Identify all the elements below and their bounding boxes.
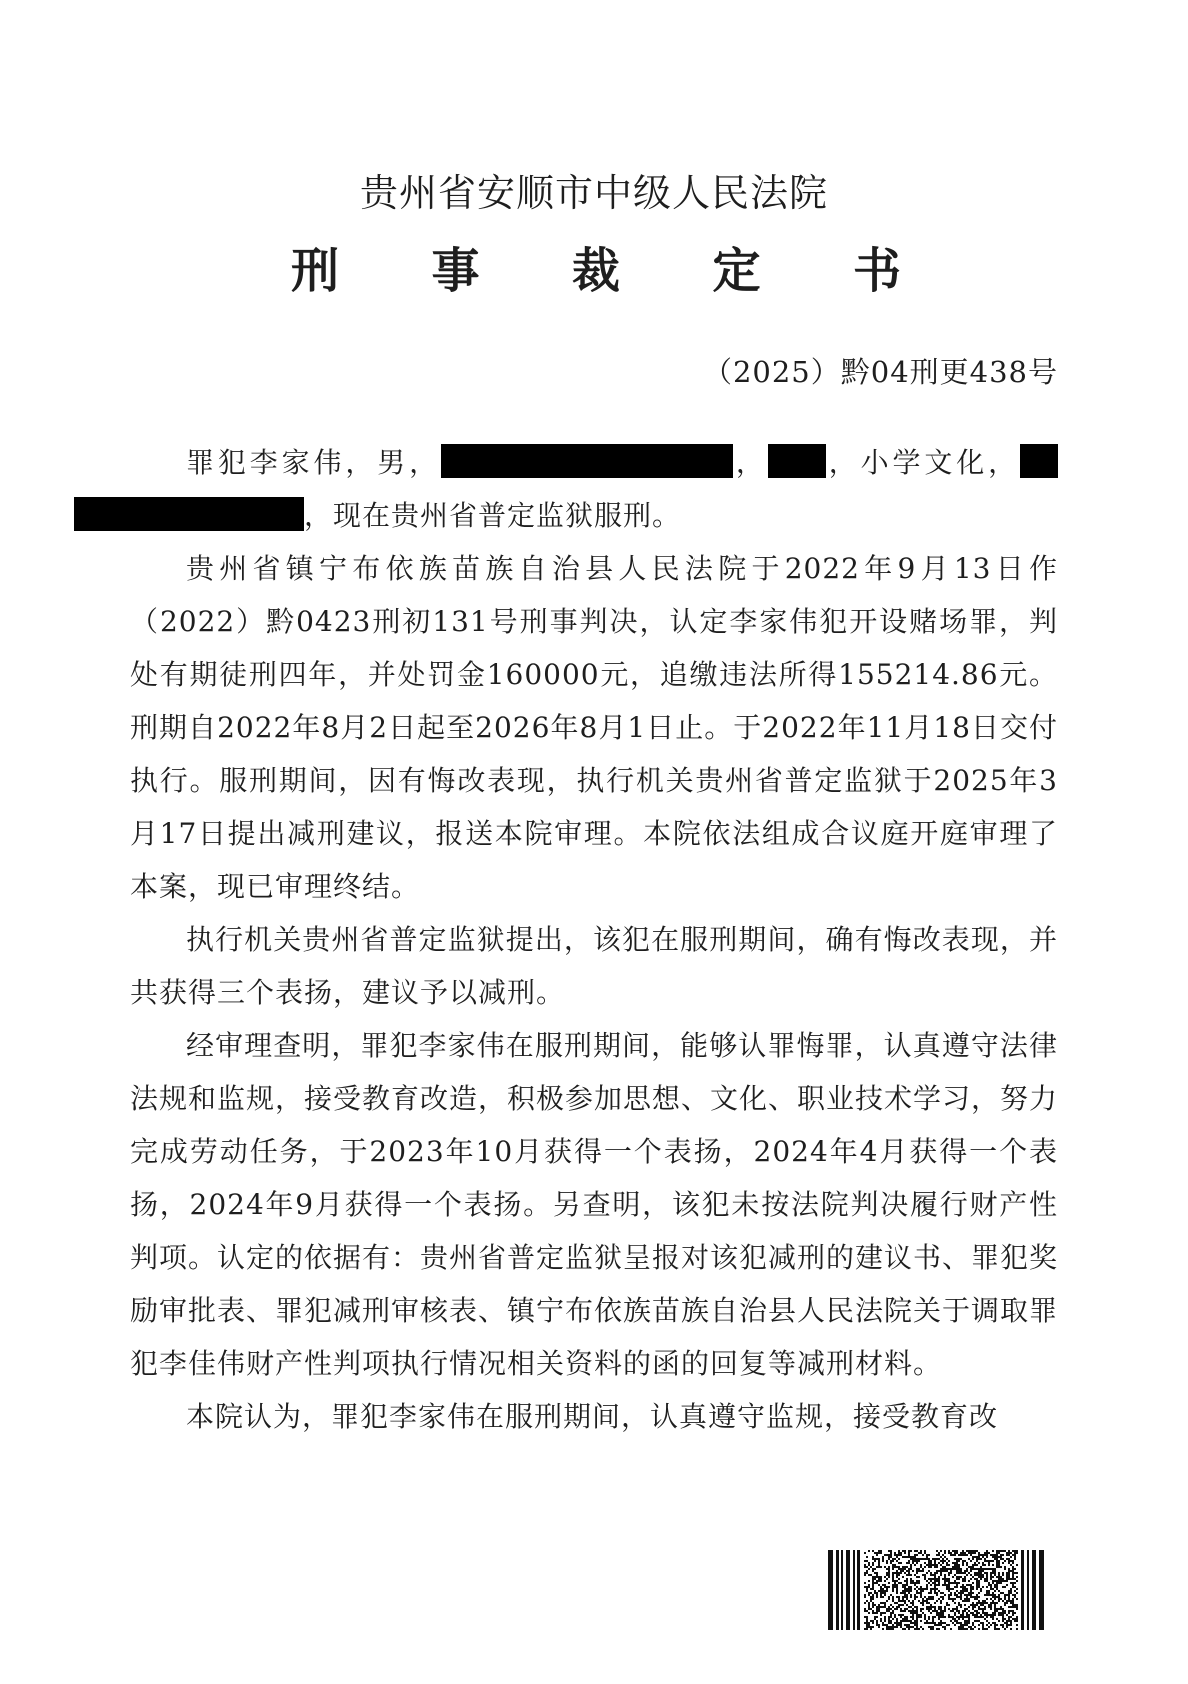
text-segment: ，现在贵州省普定监狱服刑。: [304, 499, 682, 532]
court-name: 贵州省安顺市中级人民法院: [359, 171, 828, 215]
title-char: 刑: [291, 243, 340, 299]
text-segment: ，小学文化，: [825, 446, 1020, 479]
redaction-block: [1020, 444, 1058, 478]
paragraph-court-opinion: 本院认为，罪犯李家伟在服刑期间，认真遵守监规，接受教育改: [186, 1400, 999, 1433]
title-char: 书: [852, 243, 901, 299]
barcode-image: [828, 1550, 1044, 1630]
redaction-block: [74, 497, 304, 531]
title-char: 定: [712, 243, 761, 299]
title-char: 事: [431, 243, 480, 299]
paragraph-defendant: [130, 436, 1058, 542]
title-char: 裁: [571, 243, 620, 299]
document-body: [130, 436, 1058, 1443]
document-title: [291, 240, 901, 302]
paragraph-prison-proposal: 执行机关贵州省普定监狱提出，该犯在服刑期间，确有悔改表现，并共获得三个表扬，建议予以减刑。: [130, 923, 1058, 1009]
text-segment: 罪犯李家伟，男，: [186, 446, 442, 479]
paragraph-findings: 经审理查明，罪犯李家伟在服刑期间，能够认罪悔罪，认真遵守法律法规和监规，接受教育改造，积极参加思想、文化、职业技术学习，努力完成劳动任务，于2023年10月获得一个表扬，2024年4月获得一个表扬，2024年9月获得一个表扬。另查明，该犯未按法院判决履行财产性判项。认定的依据有：贵州省普定监狱呈报对该犯减刑的建议书、罪犯奖励审批表、罪犯减刑审核表、镇宁布依族苗族自治县人民法院关于调取罪犯李佳伟财产性判项执行情况相关资料的函的回复等减刑材料。: [130, 1029, 1059, 1380]
text-segment: ，: [733, 446, 768, 479]
case-number: （2025）黔04刑更438号: [702, 355, 1058, 389]
paragraph-original-judgment: 贵州省镇宁布依族苗族自治县人民法院于2022年9月13日作（2022）黔0423刑初131号刑事判决，认定李家伟犯开设赌场罪，判处有期徒刑四年，并处罚金160000元，追缴违法所得155214.86元。刑期自2022年8月2日起至2026年8月1日止。于2022年11月18日交付执行。服刑期间，因有悔改表现，执行机关贵州省普定监狱于2025年3月17日提出减刑建议，报送本院审理。本院依法组成合议庭开庭审理了本案，现已审理终结。: [130, 552, 1058, 903]
redaction-block: [441, 444, 733, 478]
redaction-block: [768, 444, 826, 478]
